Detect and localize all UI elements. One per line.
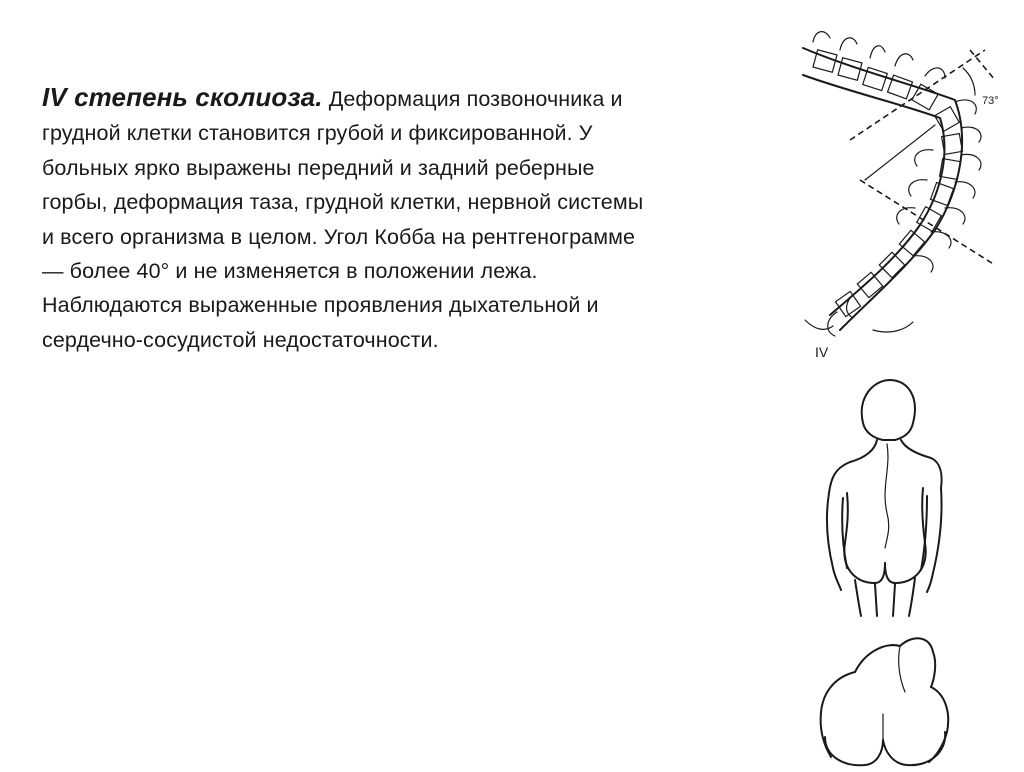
illustrations-column	[795, 30, 1024, 768]
slide-body-text: Деформация позвоночника и грудной клетки становится грубой и фиксированной. У больных ярко выражены передний и задний реберные горбы, деформация таза, грудной клетки, нервной системы и всего организма в целом. Угол Кобба на рентгенограмме — более 40° и не изменяется в положении лежа. Наблюдаются выраженные проявления дыхательной и сердечно-сосудистой недостаточности.	[42, 87, 644, 352]
slide-heading-period: .	[315, 82, 323, 112]
description-paragraph	[42, 80, 652, 357]
slide-heading: IV степень сколиоза	[42, 82, 316, 112]
patient-back-view	[795, 378, 1024, 618]
cobb-angle-label: 73°	[982, 95, 999, 107]
spine-grade-label: IV	[815, 344, 829, 360]
spine-diagram	[795, 30, 1024, 360]
patient-bent-view	[795, 632, 1024, 772]
